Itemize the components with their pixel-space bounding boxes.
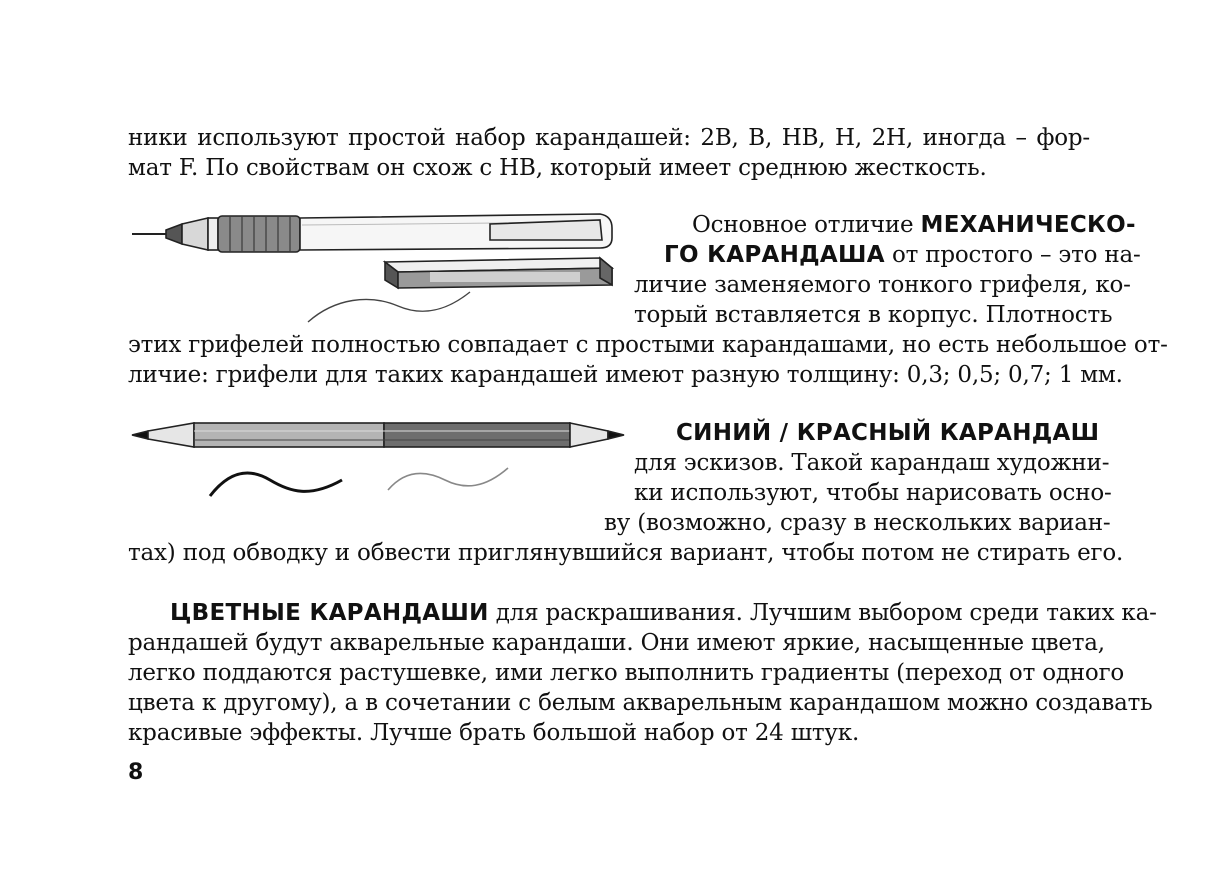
colored-line-5: красивые эффекты. Лучше брать большой набор от 24 штук. [128, 720, 860, 746]
pencil-stroke-sample [308, 292, 470, 322]
blue-red-pencil-term: СИНИЙ / КРАСНЫЙ КАРАНДАШ [676, 420, 1100, 446]
page-number: 8 [128, 760, 144, 785]
blue-red-pencil-illustration [130, 418, 630, 508]
mechanical-line-1: Основное отличие МЕХАНИЧЕСКО- [692, 212, 1136, 238]
colored-line-1: ЦВЕТНЫЕ КАРАНДАШИ для раскрашивания. Лучшим выбором среди таких ка- [170, 600, 1157, 626]
mechanical-pencil-term: МЕХАНИЧЕСКО- [920, 212, 1136, 238]
mechanical-pencil-illustration [130, 210, 620, 345]
bluered-line-2: для эскизов. Такой карандаш художни- [634, 450, 1110, 476]
bluered-line-4: ву (возможно, сразу в нескольких вариан- [604, 510, 1111, 536]
colored-line-4: цвета к другому), а в сочетании с белым акварельным карандашом можно создавать [128, 690, 1153, 716]
bluered-line-3: ки используют, чтобы нарисовать осно- [634, 480, 1112, 506]
mechanical-line-3: личие заменяемого тонкого грифеля, ко- [634, 272, 1131, 298]
mechanical-line-5: этих грифелей полностью совпадает с простыми карандашами, но есть небольшое от- [128, 332, 1168, 358]
intro-line-2: мат F. По свойствам он схож с HB, который имеет среднюю жесткость. [128, 155, 987, 181]
colored-line-2: рандашей будут акварельные карандаши. Они имеют яркие, насыщенные цвета, [128, 630, 1105, 656]
blue-red-pencil-icon [132, 423, 624, 447]
mechanical-pencil-icon [132, 214, 612, 252]
bluered-line-5: тах) под обводку и обвести приглянувшийся вариант, чтобы потом не стирать его. [128, 540, 1124, 566]
mechanical-line-4: торый вставляется в корпус. Плотность [634, 302, 1113, 328]
mechanical-line-6: личие: грифели для таких карандашей имеют разную толщину: 0,3; 0,5; 0,7; 1 мм. [128, 362, 1123, 388]
colored-pencils-term: ЦВЕТНЫЕ КАРАНДАШИ [170, 600, 489, 626]
intro-line-1: ники используют простой набор карандашей: 2B, B, HB, H, 2H, иногда – фор- [128, 125, 1090, 151]
mechanical-line-2: ГО КАРАНДАША от простого – это на- [664, 242, 1141, 268]
colored-line-3: легко поддаются растушевке, ими легко выполнить градиенты (переход от одного [128, 660, 1125, 686]
lead-case-icon [385, 258, 612, 288]
blue-stroke-sample [210, 473, 342, 496]
red-stroke-sample [388, 468, 508, 490]
